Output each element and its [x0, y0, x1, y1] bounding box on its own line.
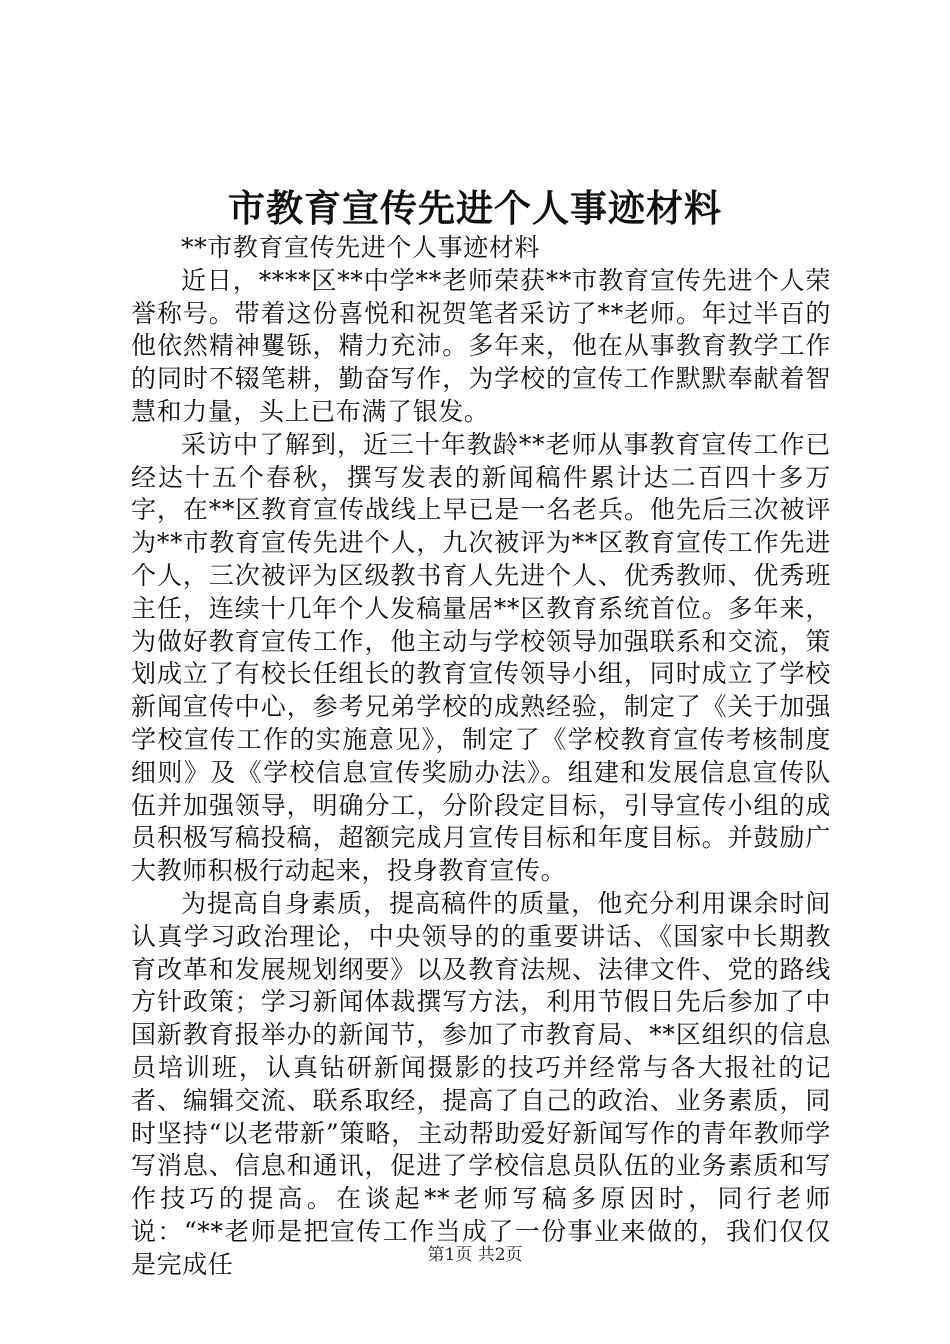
paragraph-1: 近日，****区**中学**老师荣获**市教育宣传先进个人荣誉称号。带着这份喜悦和祝贺笔者采访了**老师。年过半百的他依然精神矍铄，精力充沛。多年来，他在从事教育教学工作的同时不辍笔耕，勤奋写作，为学校的宣传工作默默奉献着智慧和力量，头上已布满了银发。: [131, 265, 831, 426]
document-body: [131, 232, 831, 1282]
subtitle: **市教育宣传先进个人事迹材料: [181, 233, 541, 262]
page-title: 市教育宣传先进个人事迹材料: [228, 186, 722, 230]
paragraph-2: 采访中了解到，近三十年教龄**老师从事教育宣传工作已经达十五个春秋，撰写发表的新闻稿件累计达二百四十多万字，在**区教育宣传战线上早已是一名老兵。他先后三次被评为**市教育宣传先进个人，九次被评为**区教育宣传工作先进个人，三次被评为区级教书育人先进个人、优秀教师、优秀班主任，连续十几年个人发稿量居**区教育系统首位。多年来，为做好教育宣传工作，他主动与学校领导加强联系和交流，策划成立了有校长任组长的教育宣传领导小组，同时成立了学校新闻宣传中心，参考兄弟学校的成熟经验，制定了《关于加强学校宣传工作的实施意见》，制定了《学校教育宣传考核制度细则》及《学校信息宣传奖励办法》。组建和发展信息宣传队伍并加强领导，明确分工，分阶段定目标，引导宣传小组的成员积极写稿投稿，超额完成月宣传目标和年度目标。并鼓励广大教师积极行动起来，投身教育宣传。: [131, 429, 831, 886]
paragraph-3: 为提高自身素质，提高稿件的质量，他充分利用课余时间认真学习政治理论，中央领导的的重要讲话、《国家中长期教育改革和发展规划纲要》以及教育法规、法律文件、党的路线方针政策；学习新闻体裁撰写方法，利用节假日先后参加了中国新教育报举办的新闻节，参加了市教育局、**区组织的信息员培训班，认真钻研新闻摄影的技巧并经常与各大报社的记者、编辑交流、联系取经，提高了自己的政治、业务素质，同时坚持“以老带新”策略，主动帮助爱好新闻写作的青年教师学写消息、信息和通讯，促进了学校信息员队伍的业务素质和写作技巧的提高。在谈起**老师写稿多原因时，同行老师说：“**老师是把宣传工作当成了一份事业来做的，我们仅仅是完成任: [131, 888, 831, 1279]
page-indicator: 第1页 共2页: [427, 1245, 523, 1265]
page-footer: [0, 1244, 950, 1266]
